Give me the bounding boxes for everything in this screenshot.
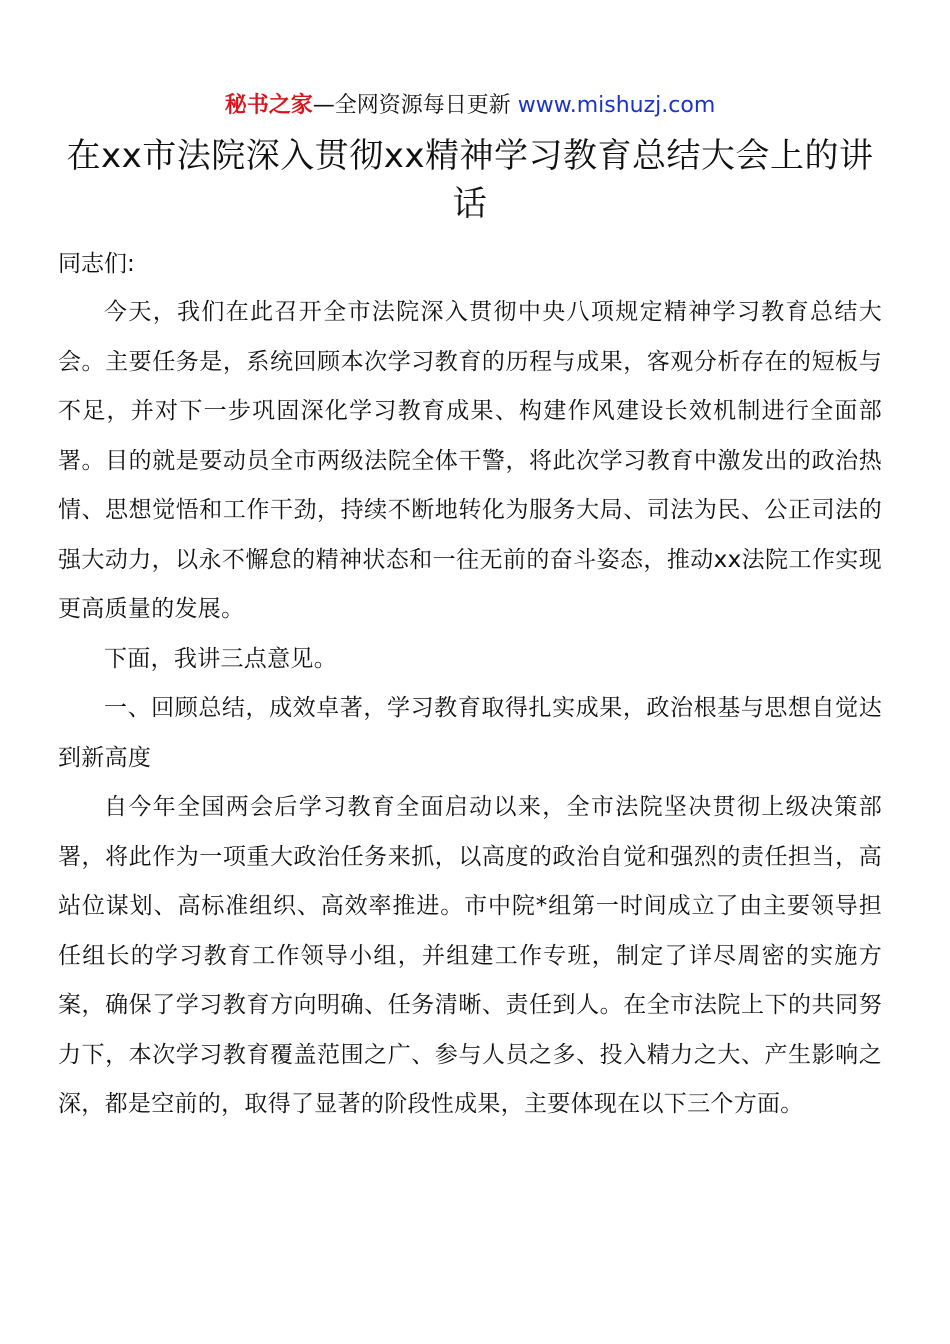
document-title: 在xx市法院深入贯彻xx精神学习教育总结大会上的讲话 (66, 136, 874, 224)
salutation: 同志们: (58, 251, 135, 277)
paragraph-transition: 下面，我讲三点意见。 (104, 645, 337, 672)
brand-name: 秘书之家 (224, 93, 313, 118)
header-tagline: —全网资源每日更新 (312, 93, 518, 118)
paragraph-intro: 今天，我们在此召开全市法院深入贯彻中央八项规定精神学习教育总结大会。主要任务是，系统回顾本次学习教育的历程与成果，客观分析存在的短板与不足，并对下一步巩固深化学习教育成果、构建作风建设长效机制进行全面部署。目的就是要动员全市两级法院全体干警，将此次学习教育中激发出的政治热情、思想觉悟和工作干劲，持续不断地转化为服务大局、司法为民、公正司法的强大动力，以永不懈怠的精神状态和一往无前的奋斗姿态，推动xx法院工作实现更高质量的发展。 (58, 299, 882, 622)
section-heading-1: 一、回顾总结，成效卓著，学习教育取得扎实成果，政治根基与思想自觉达到新高度 (58, 695, 882, 771)
site-url[interactable]: www.mishuzj.com (517, 93, 716, 118)
site-header (58, 90, 882, 122)
paragraph-section-1-body: 自今年全国两会后学习教育全面启动以来，全市法院坚决贯彻上级决策部署，将此作为一项重大政治任务来抓，以高度的政治自觉和强烈的责任担当，高站位谋划、高标准组织、高效率推进。市中院*组第一时间成立了由主要领导担任组长的学习教育工作领导小组，并组建工作专班，制定了详尽周密的实施方案，确保了学习教育方向明确、任务清晰、责任到人。在全市法院上下的共同努力下，本次学习教育覆盖范围之广、参与人员之多、投入精力之大、产生影响之深，都是空前的，取得了显著的阶段性成果，主要体现在以下三个方面。 (58, 794, 882, 1117)
